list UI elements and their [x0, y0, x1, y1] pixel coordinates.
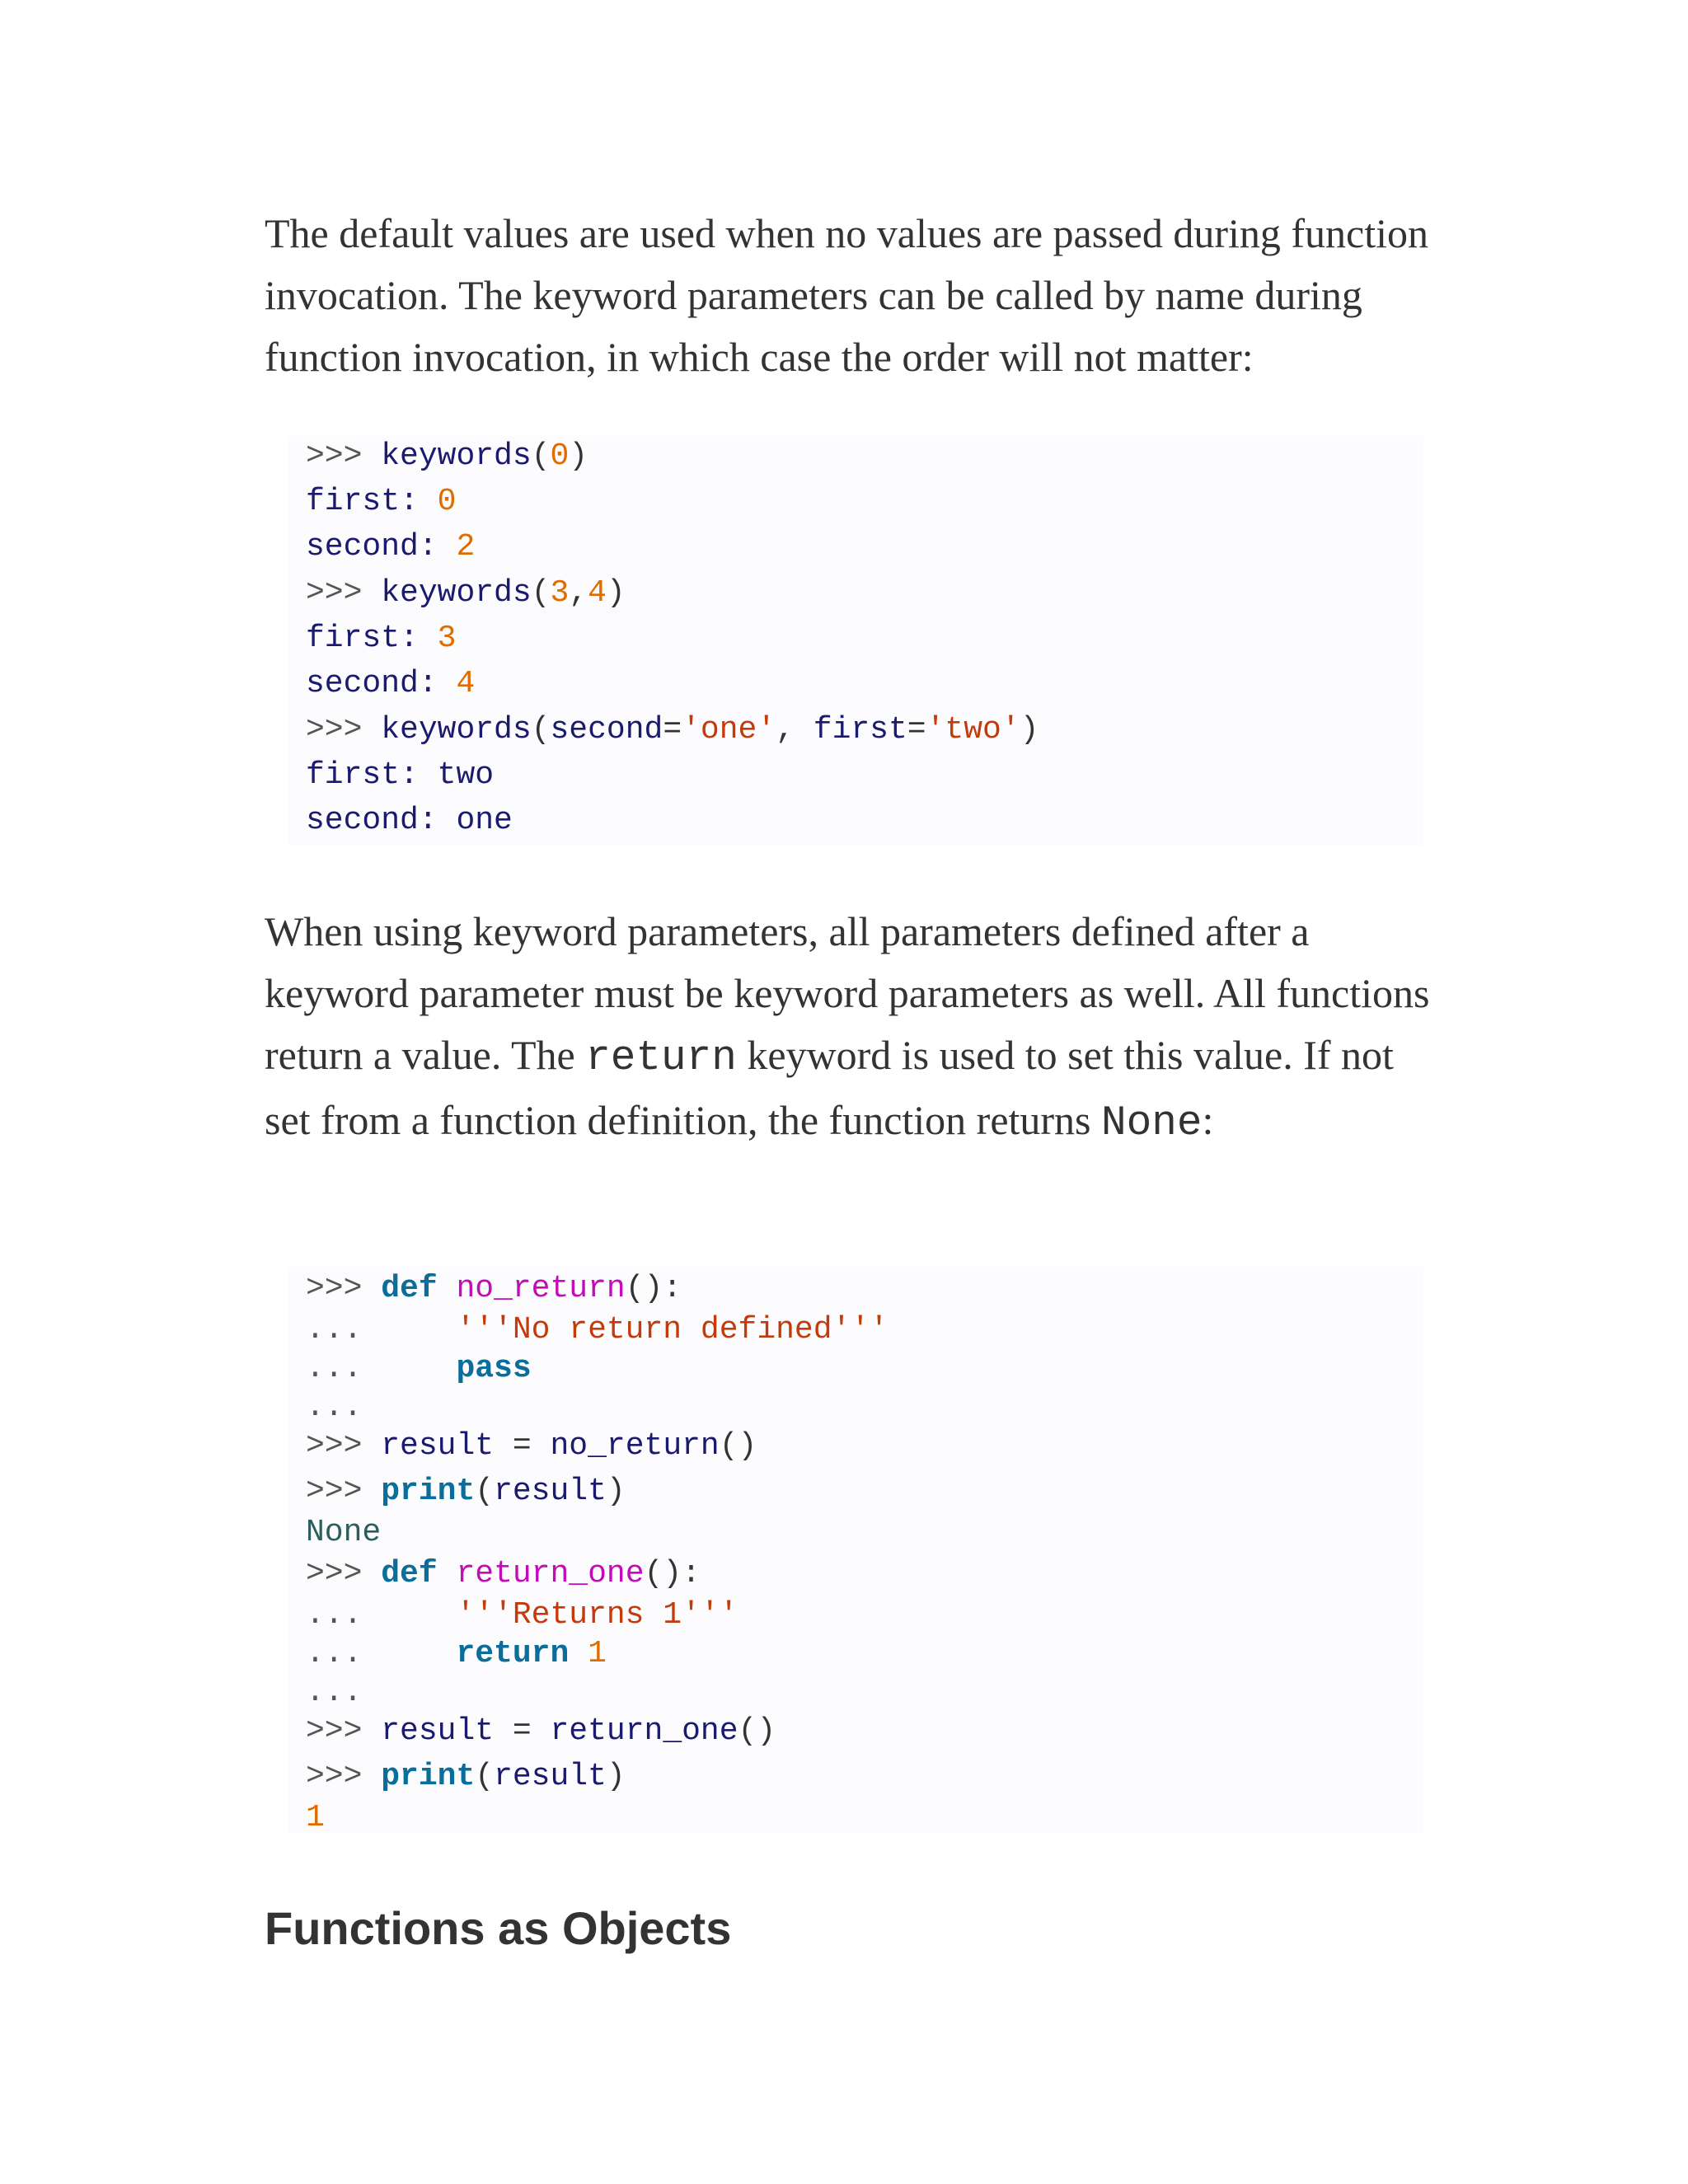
code-line: second: 2 [306, 529, 476, 565]
code-line: ... '''No return defined''' [306, 1312, 889, 1347]
code-line: ... [306, 1390, 363, 1425]
inline-code-return: return [585, 1035, 737, 1082]
code-line: first: two [306, 757, 495, 793]
code-line: ... return 1 [306, 1636, 607, 1671]
code-line: >>> keywords(second='one', first='two') [306, 712, 1039, 748]
code-line: ... pass [306, 1351, 532, 1386]
paragraph-default-values: The default values are used when no values are passed during function invocation. The keyword parameters can be called by name during function invocation, in which case the order will not matter: [265, 210, 1429, 380]
code-line: ... [306, 1675, 363, 1710]
code-line: >>> result = return_one() [306, 1713, 776, 1749]
code-line: first: 3 [306, 621, 457, 656]
code-line: first: 0 [306, 484, 457, 519]
inline-code-none: None [1101, 1100, 1203, 1147]
code-block-return [288, 1267, 1423, 1834]
code-line: >>> keywords(0) [306, 438, 588, 474]
code-line: None [306, 1515, 382, 1550]
paragraph-keyword-params: When using keyword parameters, all parameters defined after a keyword parameter must be keyword parameters as well. All functions return a value. The return keyword is used to set this value. If not set from a function definition, the function returns None: [265, 908, 1430, 1147]
code-line: 1 [306, 1800, 325, 1835]
code-line: >>> def no_return(): [306, 1271, 682, 1306]
code-line: second: 4 [306, 666, 476, 701]
code-line: >>> print(result) [306, 1759, 626, 1794]
code-block-keywords [288, 436, 1423, 846]
code-line: second: one [306, 803, 513, 838]
code-line: >>> def return_one(): [306, 1556, 701, 1591]
code-line: ... '''Returns 1''' [306, 1597, 738, 1633]
code-line: >>> result = no_return() [306, 1428, 757, 1464]
code-line: >>> print(result) [306, 1474, 626, 1509]
code-line: >>> keywords(3,4) [306, 575, 626, 611]
section-heading: Functions as Objects [265, 1902, 732, 1954]
